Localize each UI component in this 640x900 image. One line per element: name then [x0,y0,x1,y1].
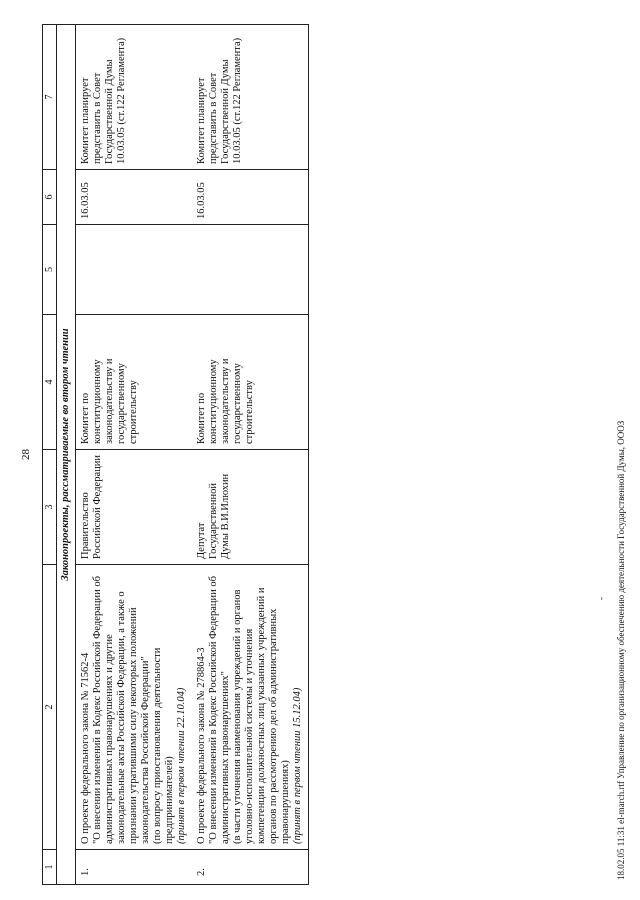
initiator: Правительство Российской Федерации [76,450,193,565]
first-reading-note: (принят в первом чтении 15.12.04) [292,687,303,844]
bill-title: О проекте федерального закона № 278864-3 [196,647,207,844]
legislation-table [42,24,309,885]
column-header: 4 [43,315,57,450]
column-header: 6 [43,170,57,225]
first-reading-note: (принят в первом чтении 22.10.04) [176,687,187,844]
document-footer: 18.02.05 11:31 el-march.rtf Управление по организационному обеспечению деятельности Государственной Думы, ОООЗ [616,420,626,880]
table-row [192,25,309,885]
column-header: 3 [43,450,57,565]
row-number: 1. [76,850,193,885]
responsible-committee: Комитет по конституционному законодательству и государственному строительству [192,315,309,450]
section-title: Законопроекты, рассматриваемые во втором чтении [57,25,76,885]
column-header: 1 [43,850,57,885]
column-header: 2 [43,565,57,850]
responsible-committee: Комитет по конституционному законодательству и государственному строительству [76,315,193,450]
bill-text: "О внесении изменений в Кодекс Российской Федерации об административных правонарушениях" [208,576,231,844]
review-date: 16.03.05 [76,170,193,225]
initiator: Депутат Государственной Думы В.И.Илюхин [192,450,309,565]
column-header: 5 [43,225,57,315]
table-row [76,25,193,885]
remark: Комитет планирует представить в Совет Государственной Думы 10.03.05 (ст.122 Регламента) [192,25,309,170]
bill-clarification: (в части уточнения наименования учреждений и органов уголовно-исполнительной системы и уточнения компетенции должностных лиц указанных учреждений и органов по рассмотрению дел об административных правонарушениях) [232,587,291,844]
stray-mark: - [596,597,606,600]
row-number: 2. [192,850,309,885]
column-5-cell [192,225,309,315]
review-date: 16.03.05 [192,170,309,225]
bill-text: "О внесении изменений в Кодекс Российской Федерации об административных правонарушениях и другие законодательные акты Российской Федерации, а также о признании утратившими силу некоторых положений законодательства Российской Федерации" [92,576,151,844]
column-5-cell [76,225,193,315]
column-header: 7 [43,25,57,170]
bill-clarification: (по вопросу приостановления деятельности предпринимателей) [152,647,175,844]
remark: Комитет планирует представить в Совет Государственной Думы 10.03.05 (ст.122 Регламента) [76,25,193,170]
bill-description [76,565,193,850]
bill-title: О проекте федерального закона № 71562-4 [80,652,91,844]
column-header-row [43,25,57,885]
bill-description [192,565,309,850]
page-number: 28 [20,449,32,460]
